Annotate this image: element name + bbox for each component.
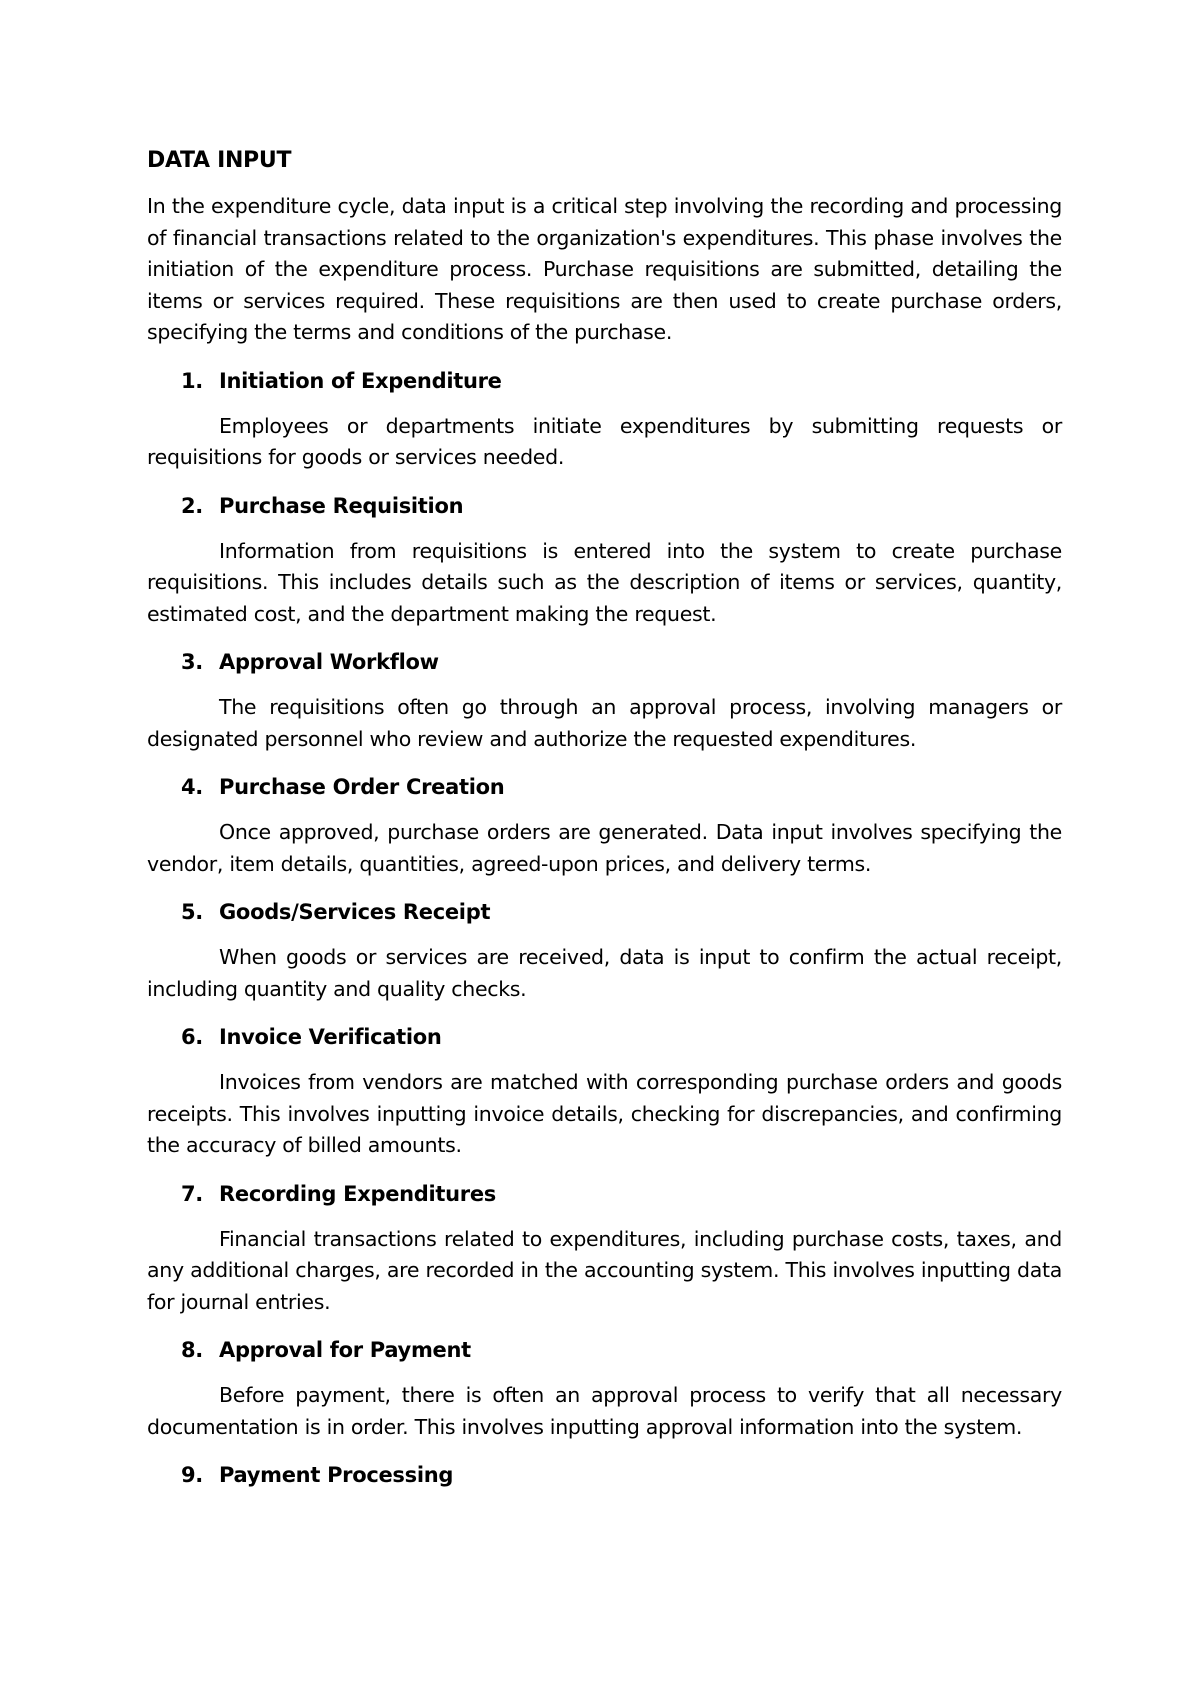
section-title-text: Recording Expenditures [219, 1181, 497, 1206]
section-title [147, 1179, 1062, 1209]
section-number: 7. [181, 1181, 203, 1206]
section-title-text: Payment Processing [219, 1463, 454, 1487]
section-title [147, 1022, 1062, 1052]
section-body: Employees or departments initiate expenditures by submitting requests or requisitions for goods or services needed. [147, 413, 1062, 469]
section-number: 5. [181, 900, 203, 924]
document-content [147, 146, 1062, 1507]
section-purchase-requisition [147, 491, 1062, 631]
section-approval-for-payment [147, 1335, 1062, 1443]
section-number: 9. [181, 1463, 203, 1487]
section-body: Invoices from vendors are matched with corresponding purchase orders and goods receipts. This involves inputting invoice details, checking for discrepancies, and confirming the accuracy of billed amounts. [147, 1070, 1062, 1157]
section-initiation-of-expenditure [147, 366, 1062, 474]
section-title-text: Invoice Verification [219, 1025, 442, 1049]
section-body: Information from requisitions is entered into the system to create purchase requisitions. This includes details such as the description of items or services, quantity, estimated cost, and the department making the request. [147, 538, 1062, 626]
section-purchase-order-creation [147, 772, 1062, 880]
intro-paragraph: In the expenditure cycle, data input is a critical step involving the recording and processing of financial transactions related to the organization's expenditures. This phase involves the initiation of the expenditure process. Purchase requisitions are submitted, detailing the items or services required. These requisitions are then used to create purchase orders, specifying the terms and conditions of the purchase. [147, 194, 1062, 344]
section-title-text: Purchase Order Creation [219, 775, 505, 799]
section-body: When goods or services are received, data is input to confirm the actual receipt, including quantity and quality checks. [147, 945, 1062, 1001]
section-approval-workflow [147, 647, 1062, 755]
section-body: Once approved, purchase orders are generated. Data input involves specifying the vendor, item details, quantities, agreed-upon prices, and delivery terms. [147, 820, 1062, 876]
section-number: 1. [181, 368, 203, 393]
section-title-text: Approval Workflow [219, 650, 439, 674]
section-number: 8. [181, 1338, 203, 1362]
section-body: The requisitions often go through an approval process, involving managers or designated personnel who review and authorize the requested expenditures. [147, 695, 1062, 751]
section-number: 6. [181, 1025, 203, 1049]
section-title [147, 491, 1062, 521]
section-title [147, 897, 1062, 927]
section-title [147, 366, 1062, 396]
section-recording-expenditures [147, 1179, 1062, 1319]
section-number: 4. [181, 775, 203, 799]
section-title-text: Goods/Services Receipt [219, 900, 491, 924]
section-title-text: Approval for Payment [219, 1338, 471, 1362]
section-title [147, 1335, 1062, 1365]
section-goods-services-receipt [147, 897, 1062, 1005]
document-heading: DATA INPUT [147, 148, 292, 173]
section-payment-processing [147, 1460, 1062, 1490]
section-number: 3. [181, 650, 203, 674]
section-title [147, 1460, 1062, 1490]
section-body: Financial transactions related to expenditures, including purchase costs, taxes, and any additional charges, are recorded in the accounting system. This involves inputting data for journal entries. [147, 1226, 1062, 1314]
section-title-text: Initiation of Expenditure [219, 368, 502, 393]
section-invoice-verification [147, 1022, 1062, 1162]
section-title-text: Purchase Requisition [219, 493, 464, 518]
section-title [147, 772, 1062, 802]
section-title [147, 647, 1062, 677]
section-body: Before payment, there is often an approval process to verify that all necessary documentation is in order. This involves inputting approval information into the system. [147, 1383, 1062, 1439]
section-number: 2. [181, 493, 203, 518]
